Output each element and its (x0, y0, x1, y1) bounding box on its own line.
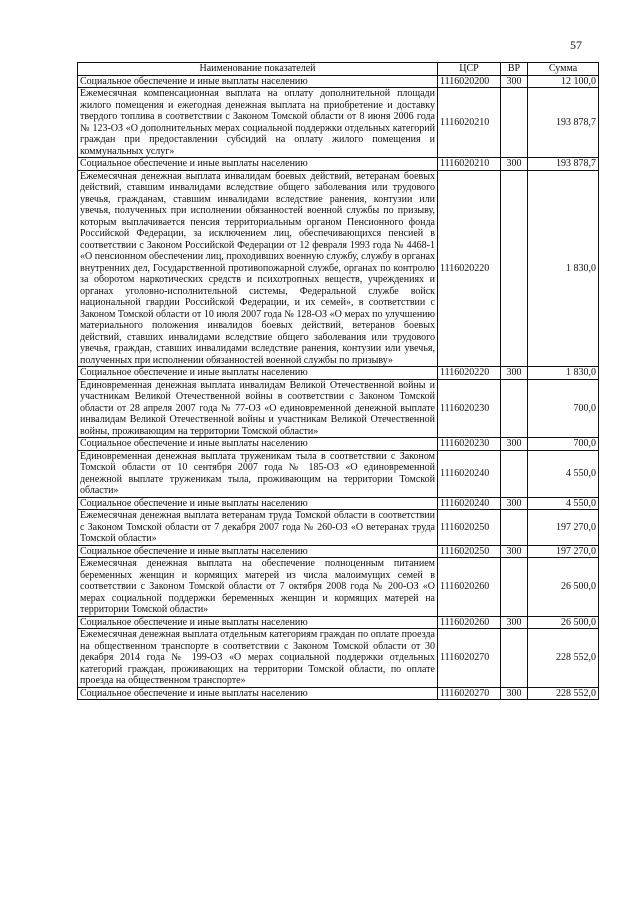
row-csr: 1116020210 (438, 158, 501, 171)
table-row (78, 158, 599, 171)
row-name: Социальное обеспечение и иные выплаты населению (78, 438, 438, 451)
row-sum: 1 830,0 (528, 170, 599, 367)
row-sum: 193 878,7 (528, 158, 599, 171)
table-row (78, 629, 599, 688)
row-vr: 300 (501, 367, 528, 380)
table-row (78, 170, 599, 367)
row-name: Социальное обеспечение и иные выплаты населению (78, 545, 438, 558)
row-sum: 193 878,7 (528, 88, 599, 158)
table-row (78, 88, 599, 158)
row-csr: 1116020250 (438, 545, 501, 558)
row-name: Ежемесячная денежная выплата отдельным категориям граждан по оплате проезда на общественном транспорте в соответствии с Законом Томской области от 30 декабря 2014 года № 199-ОЗ «О мерах социальной поддержки отдельных категорий граждан, проживающих на территории Томской области, по оплате проезда на общественном транспорте» (78, 629, 438, 688)
row-sum: 700,0 (528, 379, 599, 438)
row-vr (501, 379, 528, 438)
row-csr: 1116020270 (438, 687, 501, 700)
table-row (78, 545, 599, 558)
row-sum: 26 500,0 (528, 616, 599, 629)
row-vr (501, 88, 528, 158)
table-body (78, 75, 599, 700)
row-vr (501, 450, 528, 497)
row-sum: 26 500,0 (528, 558, 599, 617)
table-row (78, 450, 599, 497)
row-csr: 1116020220 (438, 170, 501, 367)
budget-table (77, 62, 599, 700)
row-csr: 1116020220 (438, 367, 501, 380)
row-vr (501, 558, 528, 617)
row-vr: 300 (501, 438, 528, 451)
table-row (78, 616, 599, 629)
row-sum: 4 550,0 (528, 497, 599, 510)
header-csr: ЦСР (438, 63, 501, 76)
row-name: Ежемесячная денежная выплата инвалидам боевых действий, ветеранам боевых действий, ставшим инвалидами вследствие общего заболевания или трудового увечья, гражданам, ставшим инвалидами вследствие ранения, контузии или увечья, полученных при исполнении обязанностей военной службы по призыву, которым выплачивается пенсия территориальным органом Пенсионного фонда Российской Федерации, за исключением лиц, обеспечивающихся пенсией в соответствии с Законом Российской Федерации от 12 февраля 1993 года № 4468-1 «О пенсионном обеспечении лиц, проходивших военную службу, службу в органах внутренних дел, Государственной противопожарной службе, органах по контролю за оборотом наркотических средств и психотропных веществ, учреждениях и органах уголовно-исполнительной системы, Федеральной службе войск национальной гвардии Российской Федерации, и их семей», в соответствии с Законом Томской области от 10 июля 2007 года № 128-ОЗ «О мерах по улучшению материального положения инвалидов боевых действий, ветеранов боевых действий, ставших инвалидами вследствие общего заболевания или трудового увечья, граждан, ставших инвалидами вследствие ранения, контузии или увечья, полученных при исполнении обязанностей военной службы по призыву» (78, 170, 438, 367)
row-name: Социальное обеспечение и иные выплаты населению (78, 367, 438, 380)
row-csr: 1116020270 (438, 629, 501, 688)
row-name: Единовременная денежная выплата труженикам тыла в соответствии с Законом Томской области от 10 сентября 2007 года № 185-ОЗ «О единовременной денежной выплате труженикам тыла, проживающим на территории Томской области» (78, 450, 438, 497)
row-name: Социальное обеспечение и иные выплаты населению (78, 616, 438, 629)
row-name: Ежемесячная компенсационная выплата на оплату дополнительной площади жилого помещения и ежегодная денежная выплата на приобретение и доставку твердого топлива в соответствии с Законом Томской области от 8 июня 2006 года № 123-ОЗ «О дополнительных мерах социальной поддержки отдельных категорий граждан при предоставлении субсидий на оплату жилого помещения и коммунальных услуг» (78, 88, 438, 158)
table-row (78, 497, 599, 510)
table-row (78, 367, 599, 380)
row-csr: 1116020260 (438, 616, 501, 629)
row-sum: 12 100,0 (528, 75, 599, 88)
table-row (78, 510, 599, 546)
header-sum: Сумма (528, 63, 599, 76)
row-sum: 700,0 (528, 438, 599, 451)
row-vr: 300 (501, 687, 528, 700)
table-row (78, 687, 599, 700)
row-sum: 197 270,0 (528, 545, 599, 558)
row-sum: 4 550,0 (528, 450, 599, 497)
table-row (78, 558, 599, 617)
row-sum: 228 552,0 (528, 629, 599, 688)
row-vr: 300 (501, 616, 528, 629)
row-name: Единовременная денежная выплата инвалидам Великой Отечественной войны и участникам Великой Отечественной войны в соответствии с Законом Томской области от 28 апреля 2007 года № 77-ОЗ «О единовременной денежной выплате инвалидам Великой Отечественной войны и участникам Великой Отечественной войны, проживающим на территории Томской области» (78, 379, 438, 438)
table-header-row (78, 63, 599, 76)
row-name: Социальное обеспечение и иные выплаты населению (78, 497, 438, 510)
row-vr: 300 (501, 497, 528, 510)
row-csr: 1116020240 (438, 450, 501, 497)
page-number: 57 (570, 38, 582, 52)
row-sum: 197 270,0 (528, 510, 599, 546)
header-vr: ВР (501, 63, 528, 76)
row-name: Социальное обеспечение и иные выплаты населению (78, 75, 438, 88)
row-vr (501, 170, 528, 367)
row-name: Ежемесячная денежная выплата на обеспечение полноценным питанием беременных женщин и кормящих матерей из числа малоимущих семей в соответствии с Законом Томской области от 7 октября 2008 года № 200-ОЗ «О мерах социальной поддержки беременных женщин и кормящих матерей на территории Томской области» (78, 558, 438, 617)
row-csr: 1116020260 (438, 558, 501, 617)
row-csr: 1116020210 (438, 88, 501, 158)
row-sum: 1 830,0 (528, 367, 599, 380)
header-name: Наименование показателей (78, 63, 438, 76)
row-csr: 1116020230 (438, 438, 501, 451)
table-row (78, 438, 599, 451)
table-row (78, 379, 599, 438)
row-csr: 1116020200 (438, 75, 501, 88)
row-vr: 300 (501, 158, 528, 171)
row-vr (501, 510, 528, 546)
row-name: Социальное обеспечение и иные выплаты населению (78, 687, 438, 700)
row-name: Социальное обеспечение и иные выплаты населению (78, 158, 438, 171)
table-row (78, 75, 599, 88)
row-vr: 300 (501, 75, 528, 88)
row-vr (501, 629, 528, 688)
row-name: Ежемесячная денежная выплата ветеранам труда Томской области в соответствии с Законом Томской области от 7 декабря 2007 года № 260-ОЗ «О ветеранах труда Томской области» (78, 510, 438, 546)
row-csr: 1116020230 (438, 379, 501, 438)
row-vr: 300 (501, 545, 528, 558)
row-csr: 1116020240 (438, 497, 501, 510)
row-csr: 1116020250 (438, 510, 501, 546)
row-sum: 228 552,0 (528, 687, 599, 700)
